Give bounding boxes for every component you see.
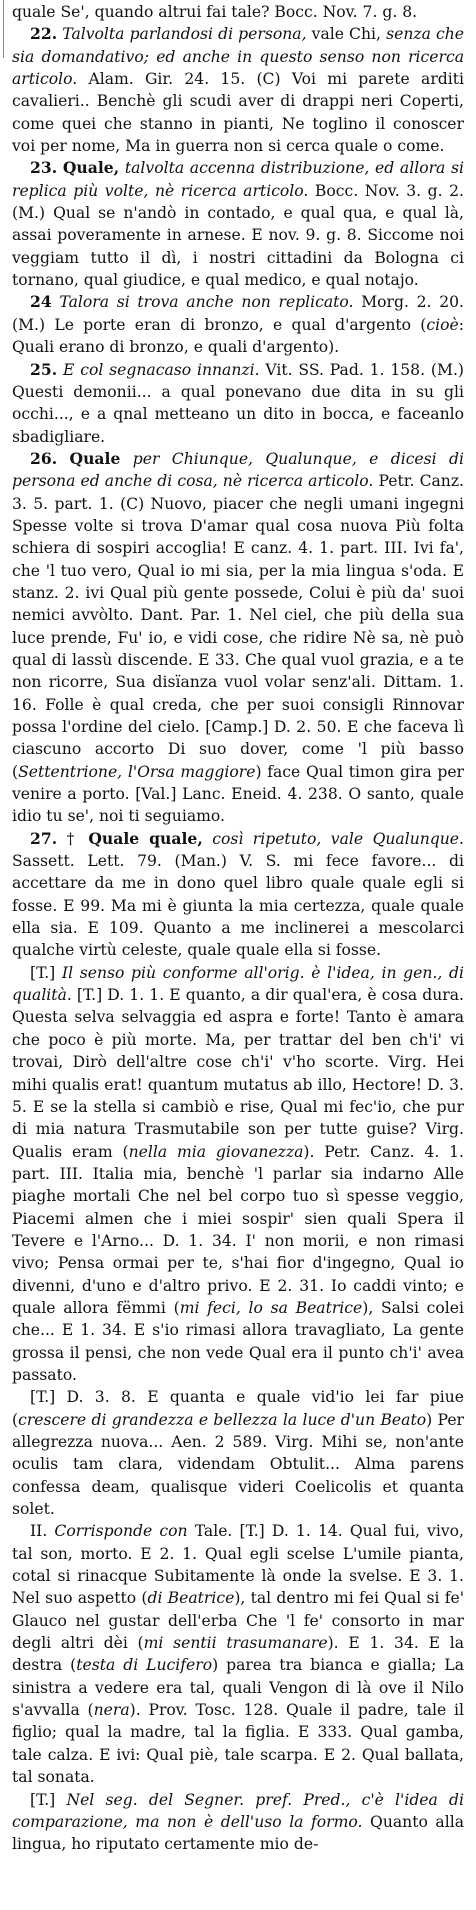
paragraph-p27 — [12, 828, 464, 962]
headword: Quale — [69, 448, 121, 468]
paragraph-p26 — [12, 448, 464, 828]
body-text: ), tal dentro mi fei Qual si fe' Glauco nel gustar dell'erba Che 'l fe' consorto in mar degli altri dèi ( — [12, 1589, 464, 1653]
sense-number: 26. — [30, 448, 58, 468]
sense-number: 22. — [30, 24, 58, 44]
italic-text: Corrisponde con — [54, 1522, 188, 1541]
sense-number: 24 — [30, 292, 52, 312]
italic-text: per Chiunque, Qualunque, e dicesi di persona ed anche di cosa, nè ricerca articolo. — [12, 449, 464, 491]
italic-text: Nel seg. del Segner. pref. Pred., c'è l'idea di comparazione, ma non è dell'uso la formo. — [12, 1790, 464, 1831]
italic-text: Talora si trova anche non replicato. — [59, 293, 354, 312]
italic-text: mi feci, lo sa Beatrice — [179, 1298, 363, 1317]
italic-text: senza che sia domandativo; ed anche in questo senso non ricerca articolo. — [12, 25, 464, 89]
body-text: ). Petr. Canz. 4. 1. part. III. Italia mia, benchè 'l parlar sia indarno Alle piaghe mortali Che nel bel corpo tuo sì spesse veggio, Piacemi almen che i miei sospir' sien quali Spera il Tevere e l'Arno... D. 1. 34. I' non morii, e non rimasi vivo; Pensa ormai per te, s'hai fior d'ingegno, Qual io divenni, d'uno e d'altro privo. E 2. 31. Io caddi vinto; e quale allora fëmmi ( — [12, 1142, 464, 1317]
paragraph-p24 — [12, 291, 464, 358]
italic-text: Talvolta parlandosi di persona, — [62, 25, 307, 44]
italic-text: testa di Lucifero — [76, 1656, 213, 1675]
headword: Quale quale, — [88, 828, 203, 848]
headword: Quale, — [62, 158, 120, 178]
body-text: Morg. 2. 20. (M.) Le porte eran di bronzo, e qual d'argento ( — [12, 293, 464, 334]
italic-text: nera — [93, 1701, 130, 1720]
body-text: ) Per allegrezza nuova... Aen. 2 589. Virg. Mihi se, non'ante oculis tam clara, videndam Obtulit... Alma parens confessa deam, qualisque videri Coelicolis et quanta solet. — [12, 1410, 464, 1519]
body-text — [57, 450, 69, 468]
paragraph-p21-tail — [12, 1, 464, 23]
body-text: ), Salsi colei che... E 1. 34. E s'io rimasi allora travagliato, La gente grossa il pensi, che non vede Qual era il punto ch'i' avea passato. — [12, 1298, 464, 1384]
italic-text: mi sentii trasumanare — [143, 1634, 328, 1653]
body-text: II. — [30, 1522, 55, 1541]
italic-text: così ripetuto, vale Qualunque. — [212, 829, 464, 848]
body-text: : Quali erano di bronzo, e quali d'argento). — [12, 315, 464, 357]
body-text: ). Prov. Tosc. 128. Quale il padre, tale il figlio; qual la madre, tal la figlia. E 333. Qual gamba, tale calza. E ivi: Qual piè, tale scarpa. E 2. Qual ballata, tal sonata. — [12, 1701, 464, 1787]
body-text: Bocc. Nov. 3. g. 2. (M.) Qual se n'andò in contado, e qual qua, e qual là, assai poveramente in arnese. E nov. 9. g. 8. Siccome noi veggiam tutto il dì, i nostri cittadini da Bologna ci tornano, qual giudice, e qual medico, e qual notajo. — [12, 181, 464, 290]
sense-number: 25. — [30, 359, 58, 379]
body-text: ) face Qual timon gira per venire a porto. [Val.] Lanc. Eneid. 4. 238. O santo, quale idio tu se', noi ti seguiamo. — [12, 762, 465, 826]
paragraph-pT3 — [12, 1789, 464, 1856]
paragraph-p23 — [12, 157, 464, 291]
italic-text: di Beatrice — [147, 1589, 235, 1608]
paragraph-p22 — [12, 23, 464, 157]
body-text: vale Chi, — [306, 25, 387, 44]
body-text: [T.] — [30, 963, 62, 982]
body-text: quale Se', quando altrui fai tale? Bocc. Nov. 7. g. 8. — [12, 3, 418, 21]
italic-text: cioè — [426, 315, 459, 334]
paragraph-pT1 — [12, 962, 464, 1387]
paragraph-pT2 — [12, 1386, 464, 1520]
body-text: [T.] — [30, 1790, 67, 1809]
paragraph-pII — [12, 1520, 464, 1788]
body-text: Petr. Canz. 3. 5. part. 1. (C) Nuovo, piacer che negli umani ingegni Spesse volte si trova D'amar qual cosa nuova Più folta schiera di sospiri accoglia! E canz. 4. 1. part. III. Ivi fa', che 'l tuo vero, Qual io mi sia, per la mia lingua s'oda. E stanz. 2. ivi Qual più gente possede, Colui è più da' suoi nemici avvòlto. Dant. Par. 1. Nel ciel, che più della sua luce prende, Fu' io, e vidi cose, che ridire Nè sa, nè può qual di lassù discende. E 33. Che qual vuol grazia, e a te non ricorre, Sua disïanza vuol volar senz'ali. Dittam. 1. 16. Folle è qual creda, che per suoi consigli Rinnovar possa l'ordine del cielo. [Camp.] D. 2. 50. E che faceva lì ciascuno accorto Di suo dover, come 'l più basso ( — [12, 472, 465, 781]
sense-number: 23. — [30, 158, 58, 178]
body-text: Vit. SS. Pad. 1. 158. (M.) Questi demonii... a qual ponevano due dita in su gli occhi..., e a qnal metteano un dito in bocca, e faceanlo sbadigliare. — [12, 360, 464, 446]
body-text: Quanto alla lingua, ho riputato certamente mio de- — [12, 1812, 464, 1854]
body-text — [203, 830, 212, 848]
body-text: † — [57, 829, 89, 848]
entry-text-column — [12, 1, 464, 1856]
italic-text: Settentrione, l'Orsa maggiore — [18, 762, 256, 781]
body-text — [120, 450, 132, 468]
body-text: Alam. Gir. 24. 15. (C) Voi mi parete arditi cavalieri.. Benchè gli scudi aver di drappi neri Coperti, come quei che stanno in pianti, Ne toglino il conoscer voi per nome, Ma in guerra non si cerca quale o come. — [12, 70, 464, 156]
sense-number: 27. — [30, 828, 58, 848]
italic-text: Il senso più conforme all'orig. è l'idea, in gen., di qualità. — [12, 963, 464, 1005]
paragraph-p25 — [12, 359, 464, 448]
body-text: [T.] D. 3. 8. E quanta e quale vid'io lei far piue ( — [12, 1388, 464, 1429]
italic-text: talvolta accenna distribuzione, ed allora si replica più volte, nè ricerca articolo. — [12, 159, 465, 200]
body-text: [T.] D. 1. 1. E quanto, a dir qual'era, è cosa dura. Questa selva selvaggia ed aspra e forte! Tanto è amara che poco è più morte. Ma, per trattar del ben ch'i' vi trovai, Dirò dell'altre cose ch'i' v'ho scorte. Virg. Hei mihi qualis erat! quantum mutatus ab illo, Hectore! D. 3. 5. E se la stella si cambiò e rise, Qual mi fec'io, che pur di mia natura Trasmutabile son per tutte guise? Virg. Qualis eram ( — [12, 986, 464, 1161]
body-text: Tale. [T.] D. 1. 14. Qual fui, vivo, tal son, morto. E 2. 1. Qual egli scelse L'umile pianta, cotal si rinacque Subitamente là onde la svelse. E 3. 1. Nel suo aspetto ( — [12, 1522, 465, 1608]
italic-text: crescere di grandezza e bellezza la luce d'un Beato — [18, 1410, 427, 1429]
body-text: ) parea tra bianca e gialla; La sinistra a vedere era tal, quali Vengon di là ove il Nilo s'avvalla ( — [12, 1656, 464, 1720]
body-text: ). E 1. 34. E la destra ( — [12, 1634, 464, 1675]
italic-text: nella mia giovanezza — [128, 1142, 304, 1161]
italic-text: E col segnacaso innanzi. — [62, 360, 260, 379]
body-text: Sassett. Lett. 79. (Man.) V. S. mi fece favore... di accettare da me in dono quel libro quale quale egli si fosse. E 99. Ma mi è giunta la mia certezza, quale quale ella sia. E 109. Quanto a me inclinerei a mescolarci qualche virtù celeste, quale quale ella si fosse. — [12, 852, 464, 960]
page-edge-line — [3, 0, 4, 58]
